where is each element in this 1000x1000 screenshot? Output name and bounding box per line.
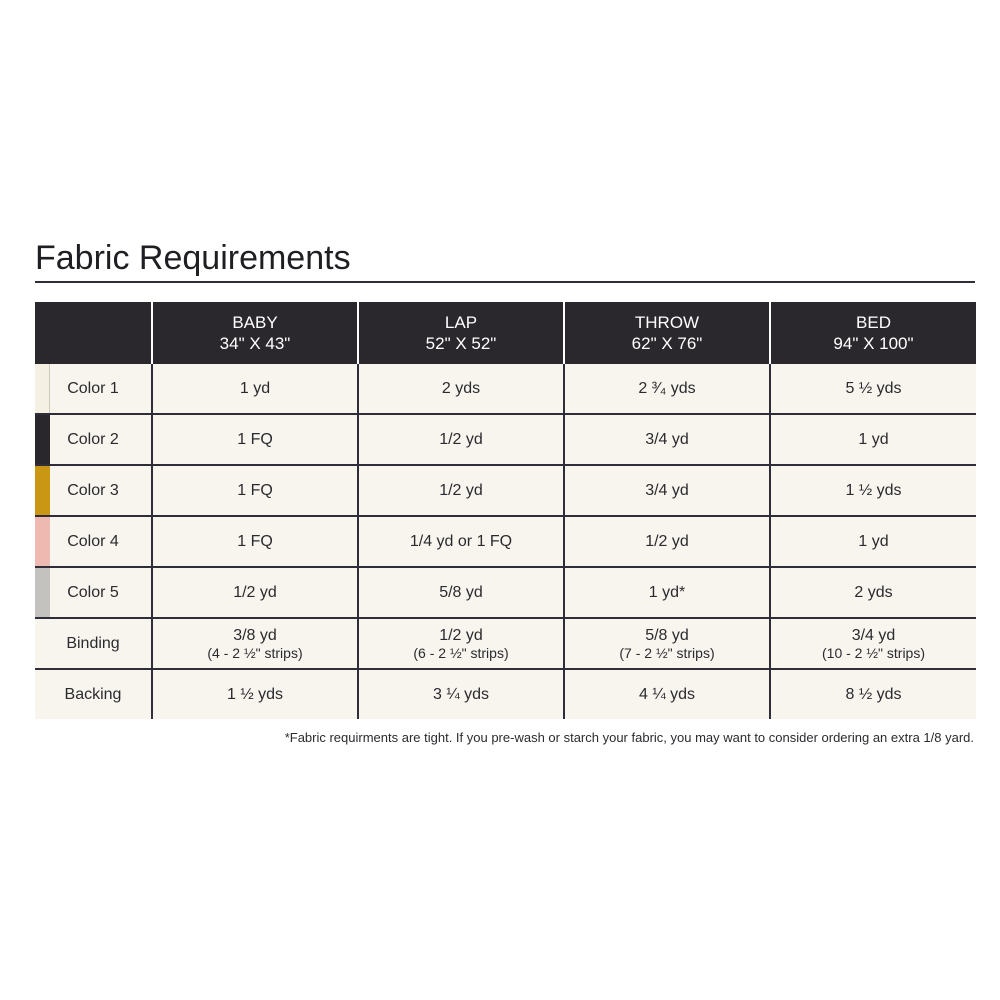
cell-amount: 1 ½ yds — [226, 686, 284, 703]
cell-amount: 1/2 yd — [439, 431, 483, 448]
table-cell — [358, 465, 564, 516]
row-label-cell — [35, 465, 152, 516]
cell-amount: 1 FQ — [237, 482, 273, 499]
header-row — [35, 302, 976, 364]
table-cell — [564, 465, 770, 516]
color-swatch — [35, 568, 50, 617]
column-header-bed — [770, 302, 976, 364]
table-cell — [152, 516, 358, 567]
column-header-throw — [564, 302, 770, 364]
table-cell — [358, 567, 564, 618]
table-cell — [770, 414, 976, 465]
table-cell — [564, 364, 770, 414]
table-cell — [152, 618, 358, 669]
cell-amount: 3 ¼ yds — [432, 686, 490, 703]
row-label-cell — [35, 364, 152, 414]
cell-amount: 1/4 yd or 1 FQ — [409, 533, 513, 550]
table-row — [35, 414, 976, 465]
table-cell — [770, 669, 976, 719]
row-label-cell — [35, 414, 152, 465]
cell-amount: 1 yd — [858, 533, 889, 550]
table-cell — [358, 364, 564, 414]
cell-strip-note: (7 - 2 ½" strips) — [619, 644, 715, 661]
cell-amount: 1 ½ yds — [845, 482, 902, 499]
table-cell — [564, 567, 770, 618]
cell-amount: 3/4 yd — [645, 482, 689, 499]
column-name: BED — [856, 313, 891, 332]
cell-amount: 4 ¼ yds — [638, 686, 696, 703]
table-cell — [564, 414, 770, 465]
table-cell — [564, 516, 770, 567]
table-cell — [358, 516, 564, 567]
table-cell — [564, 669, 770, 719]
color-swatch — [35, 517, 50, 566]
cell-amount: 2 ³⁄₄ yds — [638, 380, 696, 397]
table-cell — [564, 618, 770, 669]
cell-amount: 3/4 yd — [645, 431, 689, 448]
cell-amount: 2 yds — [854, 584, 893, 601]
cell-amount: 2 yds — [441, 380, 481, 397]
color-swatch — [35, 364, 50, 413]
cell-amount: 5 ½ yds — [845, 380, 902, 397]
table-cell — [770, 364, 976, 414]
cell-amount: 3/4 yd — [851, 626, 896, 644]
column-size: 94" X 100" — [833, 334, 914, 353]
column-name: THROW — [634, 313, 700, 332]
table-cell — [770, 618, 976, 669]
row-label-cell — [35, 618, 152, 669]
cell-amount: 8 ½ yds — [845, 686, 902, 703]
table-cell — [152, 567, 358, 618]
column-name: BABY — [232, 313, 278, 332]
table-cell — [770, 516, 976, 567]
table-cell — [152, 669, 358, 719]
cell-amount: 1/2 yd — [439, 626, 483, 644]
table-row — [35, 567, 976, 618]
cell-amount: 5/8 yd — [439, 584, 483, 601]
column-size: 34" X 43" — [219, 334, 291, 353]
column-size: 62" X 76" — [631, 334, 703, 353]
table-row — [35, 516, 976, 567]
table-cell — [152, 414, 358, 465]
table-cell — [358, 669, 564, 719]
table-row — [35, 669, 976, 719]
cell-amount: 1 FQ — [237, 431, 273, 448]
table-row — [35, 618, 976, 669]
column-header-baby — [152, 302, 358, 364]
row-label: Color 2 — [67, 431, 119, 448]
title-divider — [35, 281, 975, 283]
color-swatch — [35, 415, 50, 464]
column-header-lap — [358, 302, 564, 364]
row-label: Color 5 — [67, 584, 119, 601]
table-cell — [152, 364, 358, 414]
cell-amount: 1 yd — [858, 431, 889, 448]
cell-amount: 1/2 yd — [645, 533, 689, 550]
cell-amount: 1 FQ — [237, 533, 273, 550]
page-title: Fabric Requirements — [35, 239, 351, 277]
column-size: 52" X 52" — [425, 334, 497, 353]
cell-amount: 1 yd* — [648, 584, 686, 601]
table-row — [35, 364, 976, 414]
table-cell — [358, 414, 564, 465]
row-label-cell — [35, 516, 152, 567]
row-label: Color 4 — [67, 533, 119, 550]
cell-strip-note: (6 - 2 ½" strips) — [413, 644, 509, 661]
cell-strip-note: (10 - 2 ½" strips) — [822, 644, 925, 661]
row-label-cell — [35, 567, 152, 618]
cell-amount: 5/8 yd — [645, 626, 689, 644]
row-label: Binding — [66, 635, 120, 652]
fabric-requirements-table — [35, 302, 976, 719]
table-row — [35, 465, 976, 516]
cell-amount: 1 yd — [239, 380, 271, 397]
column-name: LAP — [444, 313, 478, 332]
footnote: *Fabric requirments are tight. If you pre-wash or starch your fabric, you may want to consider ordering an extra 1/8 yard. — [284, 730, 974, 745]
cell-amount: 1/2 yd — [439, 482, 483, 499]
row-label: Color 1 — [67, 380, 119, 397]
cell-amount: 1/2 yd — [233, 584, 277, 601]
cell-strip-note: (4 - 2 ½" strips) — [207, 644, 303, 661]
row-label-cell — [35, 669, 152, 719]
table-cell — [770, 465, 976, 516]
row-label: Color 3 — [67, 482, 119, 499]
row-label: Backing — [64, 686, 122, 703]
table-cell — [152, 465, 358, 516]
table-cell — [358, 618, 564, 669]
cell-amount: 3/8 yd — [233, 626, 277, 644]
table-cell — [770, 567, 976, 618]
color-swatch — [35, 466, 50, 515]
header-corner — [35, 302, 152, 364]
